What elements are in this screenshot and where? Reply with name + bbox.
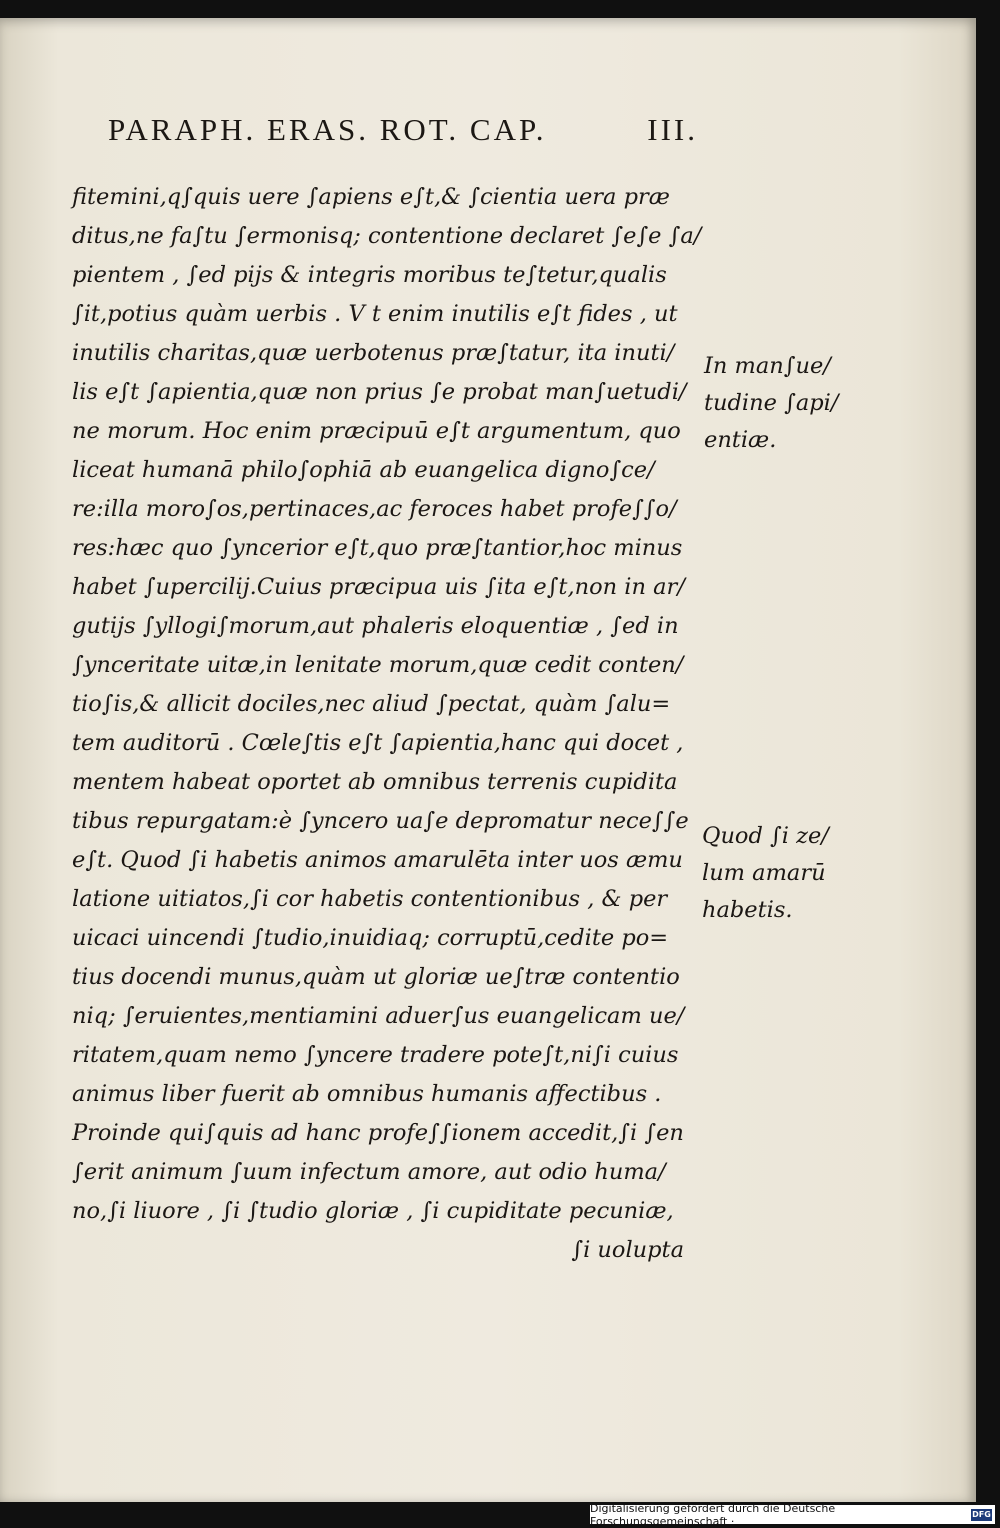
marginal-note-line: Quod ∫i ze/	[702, 823, 829, 849]
marginal-note-2	[702, 818, 829, 929]
text-line: inutilis charitas,quæ uerbotenus præ∫tatur, ita inuti/	[72, 340, 675, 366]
running-head	[108, 112, 698, 152]
digitization-credit	[590, 1501, 995, 1528]
main-text-block	[72, 178, 712, 1270]
text-line: fitemini,q∫quis uere ∫apiens e∫t,& ∫cientia uera præ	[72, 184, 670, 210]
text-line: tius docendi munus,quàm ut gloriæ ue∫træ contentio	[72, 964, 680, 990]
text-line: tibus repurgatam:è ∫yncero ua∫e depromatur nece∫∫e	[72, 808, 689, 834]
text-line: Proinde qui∫quis ad hanc profe∫∫ionem accedit,∫i ∫en	[72, 1120, 684, 1146]
text-line: no,∫i liuore , ∫i ∫tudio gloriæ , ∫i cupiditate pecuniæ,	[72, 1198, 674, 1224]
text-line: res:hæc quo ∫yncerior e∫t,quo præ∫tantior,hoc minus	[72, 535, 683, 561]
marginal-note-line: habetis.	[702, 897, 793, 923]
text-line: latione uitiatos,∫i cor habetis contentionibus , & per	[72, 886, 668, 912]
text-line: habet ∫upercilij.Cuius præcipua uis ∫ita e∫t,non in ar/	[72, 574, 685, 600]
text-line: tem auditorū . Cœle∫tis e∫t ∫apientia,hanc qui docet ,	[72, 730, 684, 756]
text-line: lis e∫t ∫apientia,quæ non prius ∫e probat man∫uetudi/	[72, 379, 687, 405]
text-line: uicaci uincendi ∫tudio,inuidiaq; corruptū,cedite po=	[72, 925, 669, 951]
marginal-note-line: In man∫ue/	[704, 353, 831, 379]
text-line: ∫erit animum ∫uum infectum amore, aut odio huma/	[72, 1159, 666, 1185]
dfg-logo: DFG	[972, 1509, 991, 1519]
marginal-note-line: tudine ∫api/	[704, 390, 839, 416]
marginal-note-line: lum amarū	[702, 860, 826, 886]
text-line: ∫ynceritate uitæ,in lenitate morum,quæ cedit conten/	[72, 652, 684, 678]
catchword: ∫i uolupta	[571, 1237, 684, 1263]
text-line: animus liber fuerit ab omnibus humanis affectibus .	[72, 1081, 662, 1107]
text-line: pientem , ∫ed pijs & integris moribus te∫tetur,qualis	[72, 262, 667, 288]
text-line: gutijs ∫yllogi∫morum,aut phaleris eloquentiæ , ∫ed in	[72, 613, 679, 639]
text-line: ne morum. Hoc enim præcipuū e∫t argumentum, quo	[72, 418, 681, 444]
text-line: ritatem,quam nemo ∫yncere tradere pote∫t,ni∫i cuius	[72, 1042, 679, 1068]
text-line: ∫it,potius quàm uerbis . V t enim inutilis e∫t fides , ut	[72, 301, 678, 327]
text-line: re:illa moro∫os,pertinaces,ac feroces habet profe∫∫o/	[72, 496, 677, 522]
running-head-title: PARAPH. ERAS. ROT. CAP.	[108, 112, 547, 147]
text-line: ditus,ne fa∫tu ∫ermonisq; contentione declaret ∫e∫e ∫a/	[72, 223, 702, 249]
marginal-note-1	[704, 348, 838, 459]
marginal-note-line: entiæ.	[704, 427, 777, 453]
credit-text: Digitalisierung gefördert durch die Deutsche Forschungsgemeinschaft ·	[590, 1501, 836, 1528]
text-line: liceat humanā philo∫ophiā ab euangelica digno∫ce/	[72, 457, 655, 483]
text-line: e∫t. Quod ∫i habetis animos amarulēta inter uos æmu	[72, 847, 683, 873]
text-line: mentem habeat oportet ab omnibus terrenis cupidita	[72, 769, 678, 795]
text-line: tio∫is,& allicit dociles,nec aliud ∫pectat, quàm ∫alu=	[72, 691, 671, 717]
folio-number: III.	[647, 112, 698, 147]
text-line: niq; ∫eruientes,mentiamini aduer∫us euangelicam ue/	[72, 1003, 685, 1029]
